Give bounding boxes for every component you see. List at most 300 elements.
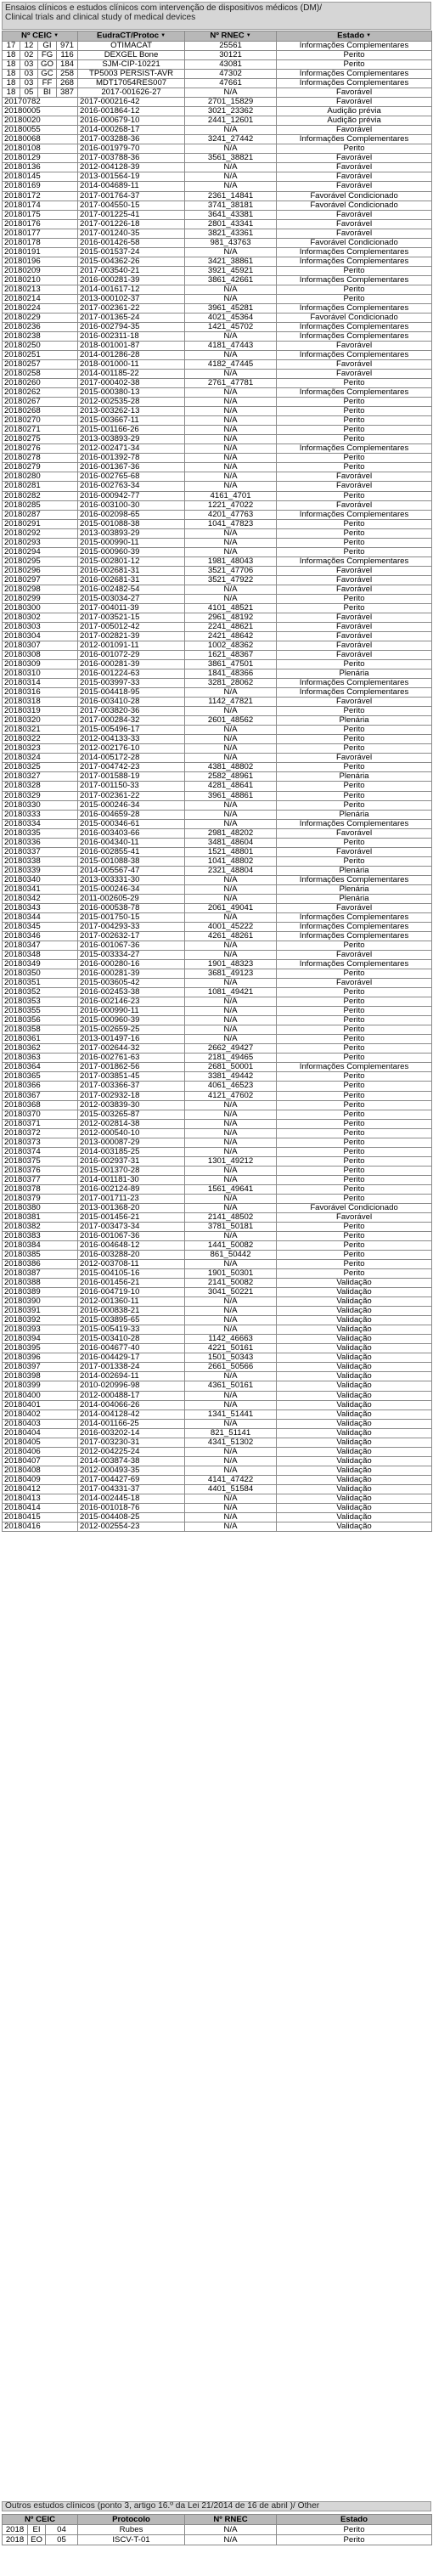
estado-cell: Perito bbox=[277, 1166, 432, 1175]
rnec-cell: N/A bbox=[185, 351, 277, 360]
eudract-cell: 2015-000990-11 bbox=[78, 538, 185, 547]
table-row bbox=[3, 398, 432, 407]
other-estado-header: Estado bbox=[277, 2515, 432, 2525]
estado-cell: Perito bbox=[277, 726, 432, 735]
ceic-cell: 20180374 bbox=[3, 1147, 78, 1156]
ceic-cell: 20180291 bbox=[3, 519, 78, 528]
table-row bbox=[3, 613, 432, 622]
rnec-cell: N/A bbox=[185, 1456, 277, 1466]
estado-cell: Perito bbox=[277, 1044, 432, 1054]
rnec-cell: 3421_38861 bbox=[185, 257, 277, 266]
eudract-cell: 2016-001067-36 bbox=[78, 941, 185, 951]
rnec-cell: N/A bbox=[185, 285, 277, 294]
eudract-cell: 2015-001166-26 bbox=[78, 426, 185, 435]
table-row bbox=[3, 79, 432, 88]
estado-cell: Validação bbox=[277, 1279, 432, 1288]
ceic-cell: 20180251 bbox=[3, 351, 78, 360]
eudract-cell: 2015-001537-24 bbox=[78, 247, 185, 257]
rnec-cell: N/A bbox=[185, 294, 277, 303]
rnec-cell: N/A bbox=[185, 1138, 277, 1147]
table-row bbox=[3, 1082, 432, 1091]
estado-cell: Perito bbox=[277, 1007, 432, 1016]
estado-cell: Favorável bbox=[277, 585, 432, 594]
rnec-cell: N/A bbox=[185, 435, 277, 444]
ceic-cell: 20180005 bbox=[3, 107, 78, 116]
rnec-header[interactable]: Nº RNEC ▼ bbox=[185, 31, 277, 42]
table-row bbox=[3, 1119, 432, 1128]
ceic-cell: 20180353 bbox=[3, 997, 78, 1007]
estado-cell: Favorável Condicionado bbox=[277, 201, 432, 210]
table-row bbox=[3, 1269, 432, 1279]
ceic-cell: 20180384 bbox=[3, 1241, 78, 1251]
table-row bbox=[3, 472, 432, 482]
eudract-cell: 2016-002482-54 bbox=[78, 585, 185, 594]
ceic-cell: 20180321 bbox=[3, 726, 78, 735]
ceic-cell: 20180351 bbox=[3, 979, 78, 988]
estado-cell: Perito bbox=[277, 294, 432, 303]
eudract-cell: 2016-000281-39 bbox=[78, 275, 185, 285]
table-row bbox=[3, 285, 432, 294]
ceic-number-cell: 04 bbox=[46, 2525, 78, 2535]
ceic-cell: 20180343 bbox=[3, 903, 78, 912]
table-row bbox=[3, 669, 432, 679]
estado-cell: Perito bbox=[277, 763, 432, 772]
ceic-code-cell: BI bbox=[38, 88, 57, 98]
ceic-cell: 20180302 bbox=[3, 613, 78, 622]
table-row bbox=[3, 1072, 432, 1082]
estado-cell: Perito bbox=[277, 1138, 432, 1147]
estado-cell: Validação bbox=[277, 1335, 432, 1344]
table-row bbox=[3, 819, 432, 828]
table-row bbox=[3, 163, 432, 172]
estado-cell: Validação bbox=[277, 1391, 432, 1400]
eudract-cell: 2016-000990-11 bbox=[78, 1007, 185, 1016]
estado-cell: Favorável bbox=[277, 575, 432, 585]
table-row bbox=[3, 547, 432, 556]
estado-cell: Perito bbox=[277, 426, 432, 435]
rnec-cell: 3781_50181 bbox=[185, 1222, 277, 1231]
ceic-cell: 20180366 bbox=[3, 1082, 78, 1091]
estado-cell: Perito bbox=[277, 941, 432, 951]
ceic-cell: 20180177 bbox=[3, 229, 78, 238]
ceic-number-cell: 971 bbox=[57, 42, 78, 51]
rnec-cell: 2601_48562 bbox=[185, 716, 277, 726]
eudract-cell: 2015-003895-65 bbox=[78, 1316, 185, 1325]
rnec-cell: N/A bbox=[185, 2525, 277, 2535]
eudract-header[interactable]: EudraCT/Protoc ▼ bbox=[78, 31, 185, 42]
table-body bbox=[3, 42, 432, 1532]
eudract-cell: 2017-004011-39 bbox=[78, 603, 185, 613]
eudract-cell: 2015-001088-38 bbox=[78, 519, 185, 528]
eudract-cell: 2017-002361-22 bbox=[78, 791, 185, 800]
table-row bbox=[3, 144, 432, 154]
rnec-cell: N/A bbox=[185, 482, 277, 491]
estado-cell: Perito bbox=[277, 379, 432, 388]
estado-cell: Perito bbox=[277, 660, 432, 669]
table-row bbox=[3, 1512, 432, 1522]
estado-cell: Perito bbox=[277, 838, 432, 847]
eudract-cell: 2015-004105-16 bbox=[78, 1269, 185, 1279]
rnec-cell: N/A bbox=[185, 398, 277, 407]
eudract-cell: 2016-004648-12 bbox=[78, 1241, 185, 1251]
ceic-cell: 20180176 bbox=[3, 219, 78, 229]
rnec-cell: N/A bbox=[185, 126, 277, 135]
rnec-cell: 1301_49212 bbox=[185, 1156, 277, 1166]
estado-cell: Validação bbox=[277, 1428, 432, 1438]
estado-cell: Perito bbox=[277, 519, 432, 528]
table-row bbox=[3, 1147, 432, 1156]
eudract-cell: 2013-003331-30 bbox=[78, 875, 185, 884]
estado-cell: Perito bbox=[277, 1222, 432, 1231]
ceic-cell: 20180267 bbox=[3, 398, 78, 407]
rnec-cell: N/A bbox=[185, 744, 277, 754]
ceic-year-cell: 18 bbox=[3, 70, 20, 79]
estado-cell: Validação bbox=[277, 1438, 432, 1447]
ceic-cell: 20180336 bbox=[3, 838, 78, 847]
eudract-cell: 2016-001224-63 bbox=[78, 669, 185, 679]
estado-cell: Plenária bbox=[277, 894, 432, 903]
ceic-cell: 20180196 bbox=[3, 257, 78, 266]
ceic-cell: 20180385 bbox=[3, 1251, 78, 1260]
eudract-cell: 2012-001360-11 bbox=[78, 1297, 185, 1307]
table-row bbox=[3, 912, 432, 922]
eudract-cell: 2016-001367-36 bbox=[78, 463, 185, 472]
rnec-cell: N/A bbox=[185, 1325, 277, 1335]
rnec-cell: 2661_50566 bbox=[185, 1363, 277, 1372]
protocol-cell: DEXGEL Bone bbox=[78, 51, 185, 60]
table-row bbox=[3, 1166, 432, 1175]
table-row bbox=[3, 1241, 432, 1251]
estado-cell: Favorável Condicionado bbox=[277, 313, 432, 322]
rnec-cell: N/A bbox=[185, 912, 277, 922]
estado-cell: Perito bbox=[277, 1100, 432, 1110]
rnec-cell: 3741_38181 bbox=[185, 201, 277, 210]
rnec-cell: N/A bbox=[185, 1100, 277, 1110]
estado-cell: Perito bbox=[277, 1091, 432, 1100]
ceic-cell: 20180386 bbox=[3, 1260, 78, 1269]
estado-cell: Perito bbox=[277, 398, 432, 407]
rnec-cell: N/A bbox=[185, 810, 277, 819]
eudract-cell: 2011-002605-29 bbox=[78, 894, 185, 903]
ceic-cell: 20180365 bbox=[3, 1072, 78, 1082]
estado-cell: Perito bbox=[277, 463, 432, 472]
table-row bbox=[3, 1222, 432, 1231]
ceic-cell: 20180371 bbox=[3, 1119, 78, 1128]
estado-cell: Informações Complementares bbox=[277, 875, 432, 884]
rnec-cell: N/A bbox=[185, 1512, 277, 1522]
estado-cell: Informações Complementares bbox=[277, 556, 432, 566]
table-row bbox=[3, 960, 432, 969]
estado-cell: Perito bbox=[277, 435, 432, 444]
rnec-cell: N/A bbox=[185, 1128, 277, 1138]
ceic-cell: 20180281 bbox=[3, 482, 78, 491]
table-row bbox=[3, 313, 432, 322]
table-row bbox=[3, 435, 432, 444]
ceic-code-cell: FG bbox=[38, 51, 57, 60]
eudract-cell: 2017-003230-31 bbox=[78, 1438, 185, 1447]
eudract-cell: 2016-002761-63 bbox=[78, 1054, 185, 1063]
table-row bbox=[3, 70, 432, 79]
rnec-cell: 1002_48362 bbox=[185, 641, 277, 651]
eudract-cell: 2016-001018-76 bbox=[78, 1503, 185, 1512]
rnec-cell: N/A bbox=[185, 1203, 277, 1212]
table-row bbox=[3, 1110, 432, 1119]
rnec-cell: 861_50442 bbox=[185, 1251, 277, 1260]
ceic-cell: 20180395 bbox=[3, 1344, 78, 1353]
eudract-cell: 2015-003265-87 bbox=[78, 1110, 185, 1119]
table-row bbox=[3, 351, 432, 360]
eudract-cell: 2012-002554-23 bbox=[78, 1522, 185, 1531]
eudract-cell: 2017-001588-19 bbox=[78, 772, 185, 782]
rnec-cell: N/A bbox=[185, 1260, 277, 1269]
rnec-cell: 2961_48192 bbox=[185, 613, 277, 622]
rnec-cell: N/A bbox=[185, 594, 277, 603]
ceic-cell: 20180020 bbox=[3, 116, 78, 126]
rnec-cell: 3481_48604 bbox=[185, 838, 277, 847]
eudract-cell: 2013-003262-13 bbox=[78, 407, 185, 416]
estado-cell: Validação bbox=[277, 1456, 432, 1466]
table-row bbox=[3, 538, 432, 547]
rnec-cell: 4221_50161 bbox=[185, 1344, 277, 1353]
rnec-cell: 47302 bbox=[185, 70, 277, 79]
estado-cell: Perito bbox=[277, 1054, 432, 1063]
eudract-cell: 2012-003839-30 bbox=[78, 1100, 185, 1110]
ceic-cell: 20180363 bbox=[3, 1054, 78, 1063]
ceic-cell: 20180055 bbox=[3, 126, 78, 135]
eudract-cell: 2016-002763-34 bbox=[78, 482, 185, 491]
table-row bbox=[3, 2535, 432, 2545]
table-row bbox=[3, 1372, 432, 1381]
rnec-cell: N/A bbox=[185, 163, 277, 172]
rnec-cell: 4121_47602 bbox=[185, 1091, 277, 1100]
ceic-cell: 20180382 bbox=[3, 1222, 78, 1231]
ceic-cell: 20180068 bbox=[3, 135, 78, 144]
eudract-cell: 2014-005567-47 bbox=[78, 866, 185, 875]
ceic-number-cell: 258 bbox=[57, 70, 78, 79]
estado-cell: Validação bbox=[277, 1297, 432, 1307]
ceic-cell: 20180175 bbox=[3, 210, 78, 219]
rnec-cell: 821_51141 bbox=[185, 1428, 277, 1438]
estado-cell: Perito bbox=[277, 782, 432, 791]
other-studies-table bbox=[2, 2514, 432, 2545]
eudract-cell: 2016-001864-12 bbox=[78, 107, 185, 116]
table-title bbox=[2, 2, 431, 30]
estado-cell: Perito bbox=[277, 1260, 432, 1269]
estado-cell: Favorável bbox=[277, 847, 432, 856]
rnec-cell: 4161_4701 bbox=[185, 491, 277, 500]
filter-dropdown-icon[interactable]: ▼ bbox=[160, 33, 166, 39]
table-row bbox=[3, 660, 432, 669]
ceic-cell: 20180169 bbox=[3, 182, 78, 191]
estado-cell: Validação bbox=[277, 1466, 432, 1475]
rnec-cell: 4181_47443 bbox=[185, 342, 277, 351]
rnec-cell: N/A bbox=[185, 182, 277, 191]
eudract-cell: 2014-003185-25 bbox=[78, 1147, 185, 1156]
rnec-cell: N/A bbox=[185, 463, 277, 472]
ceic-code-cell: EI bbox=[28, 2525, 46, 2535]
estado-cell: Plenária bbox=[277, 772, 432, 782]
rnec-cell: 3641_43381 bbox=[185, 210, 277, 219]
table-row bbox=[3, 847, 432, 856]
ceic-month-cell: 03 bbox=[20, 70, 38, 79]
ceic-cell: 20180367 bbox=[3, 1091, 78, 1100]
ceic-cell: 20180381 bbox=[3, 1212, 78, 1222]
eudract-cell: 2017-003521-15 bbox=[78, 613, 185, 622]
estado-cell: Perito bbox=[277, 1194, 432, 1203]
estado-cell: Perito bbox=[277, 988, 432, 997]
eudract-cell: 2015-004418-95 bbox=[78, 688, 185, 698]
estado-cell: Informações Complementares bbox=[277, 322, 432, 331]
table-row bbox=[3, 744, 432, 754]
eudract-cell: 2016-000281-39 bbox=[78, 660, 185, 669]
table-row bbox=[3, 388, 432, 398]
ceic-code-cell: GC bbox=[38, 70, 57, 79]
table-row bbox=[3, 782, 432, 791]
table-row bbox=[3, 698, 432, 707]
ceic-cell: 20180209 bbox=[3, 266, 78, 275]
eudract-cell: 2017-004427-69 bbox=[78, 1475, 185, 1484]
rnec-cell: 2421_48642 bbox=[185, 631, 277, 641]
rnec-cell: 3241_27442 bbox=[185, 135, 277, 144]
rnec-cell: 3921_45921 bbox=[185, 266, 277, 275]
header-row bbox=[3, 31, 432, 42]
table-row bbox=[3, 1503, 432, 1512]
ceic-cell: 20180377 bbox=[3, 1175, 78, 1184]
eudract-cell: 2016-002146-23 bbox=[78, 997, 185, 1007]
table-row bbox=[3, 838, 432, 847]
eudract-cell: 2017-002821-39 bbox=[78, 631, 185, 641]
estado-cell: Validação bbox=[277, 1475, 432, 1484]
estado-cell: Perito bbox=[277, 1156, 432, 1166]
estado-cell: Favorável bbox=[277, 182, 432, 191]
rnec-cell: 2582_48961 bbox=[185, 772, 277, 782]
estado-cell: Perito bbox=[277, 538, 432, 547]
table-row bbox=[3, 1288, 432, 1297]
table-row bbox=[3, 726, 432, 735]
ceic-code-cell: GI bbox=[38, 42, 57, 51]
ceic-cell: 20180303 bbox=[3, 622, 78, 631]
estado-cell: Perito bbox=[277, 707, 432, 716]
eudract-cell: 2014-004128-42 bbox=[78, 1409, 185, 1419]
table-row bbox=[3, 1353, 432, 1363]
eudract-cell: 2017-003473-34 bbox=[78, 1222, 185, 1231]
ceic-number-cell: 116 bbox=[57, 51, 78, 60]
ceic-cell: 20180328 bbox=[3, 782, 78, 791]
estado-cell: Informações Complementares bbox=[277, 444, 432, 454]
table-row bbox=[3, 172, 432, 182]
eudract-cell: 2016-002765-68 bbox=[78, 472, 185, 482]
ceic-year-cell: 2018 bbox=[3, 2525, 28, 2535]
ceic-cell: 20180361 bbox=[3, 1035, 78, 1044]
table-row bbox=[3, 1279, 432, 1288]
estado-cell: Informações Complementares bbox=[277, 922, 432, 931]
protocol-cell: SJM-CIP-10221 bbox=[78, 60, 185, 70]
eudract-cell: 2016-002124-89 bbox=[78, 1184, 185, 1194]
filter-dropdown-icon[interactable]: ▼ bbox=[366, 33, 372, 39]
table-row bbox=[3, 219, 432, 229]
table-row bbox=[3, 622, 432, 631]
rnec-cell: N/A bbox=[185, 370, 277, 379]
eudract-cell: 2015-003667-11 bbox=[78, 416, 185, 426]
table-row bbox=[3, 238, 432, 247]
rnec-cell: N/A bbox=[185, 1231, 277, 1240]
table-row bbox=[3, 51, 432, 60]
table-row bbox=[3, 257, 432, 266]
table-row bbox=[3, 641, 432, 651]
table-row bbox=[3, 135, 432, 144]
estado-cell: Informações Complementares bbox=[277, 960, 432, 969]
ceic-cell: 20180322 bbox=[3, 735, 78, 744]
estado-cell: Perito bbox=[277, 1175, 432, 1184]
rnec-cell: 4341_51302 bbox=[185, 1438, 277, 1447]
table-row bbox=[3, 370, 432, 379]
rnec-cell: N/A bbox=[185, 585, 277, 594]
eudract-cell: 2017-002644-32 bbox=[78, 1044, 185, 1054]
estado-cell: Validação bbox=[277, 1288, 432, 1297]
rnec-cell: N/A bbox=[185, 1494, 277, 1503]
table-row bbox=[3, 707, 432, 716]
ceic-cell: 20180304 bbox=[3, 631, 78, 641]
eudract-cell: 2016-002453-38 bbox=[78, 988, 185, 997]
ceic-cell: 20180178 bbox=[3, 238, 78, 247]
ceic-cell: 20180327 bbox=[3, 772, 78, 782]
ceic-cell: 20180260 bbox=[3, 379, 78, 388]
eudract-cell: 2016-004429-17 bbox=[78, 1353, 185, 1363]
ceic-header[interactable]: Nº CEIC ▼ bbox=[3, 31, 78, 42]
eudract-cell: 2017-002632-17 bbox=[78, 931, 185, 941]
eudract-cell: 2016-002681-31 bbox=[78, 575, 185, 585]
table-row bbox=[3, 116, 432, 126]
table-row bbox=[3, 969, 432, 979]
ceic-cell: 20180376 bbox=[3, 1166, 78, 1175]
rnec-cell: 3021_23362 bbox=[185, 107, 277, 116]
rnec-cell: 1621_48367 bbox=[185, 651, 277, 660]
ceic-cell: 20180396 bbox=[3, 1353, 78, 1363]
estado-cell: Perito bbox=[277, 407, 432, 416]
rnec-cell: 2241_48621 bbox=[185, 622, 277, 631]
table-row bbox=[3, 1307, 432, 1316]
table-row bbox=[3, 566, 432, 575]
rnec-cell: N/A bbox=[185, 172, 277, 182]
rnec-cell: 1561_49641 bbox=[185, 1184, 277, 1194]
estado-cell: Validação bbox=[277, 1316, 432, 1325]
table-row bbox=[3, 482, 432, 491]
table-row bbox=[3, 679, 432, 688]
estado-cell: Perito bbox=[277, 594, 432, 603]
estado-header[interactable]: Estado ▼ bbox=[277, 31, 432, 42]
rnec-cell: 4281_48641 bbox=[185, 782, 277, 791]
ceic-cell: 20180224 bbox=[3, 303, 78, 313]
ceic-cell: 20180339 bbox=[3, 866, 78, 875]
eudract-cell: 2015-000960-39 bbox=[78, 547, 185, 556]
table-row bbox=[3, 1091, 432, 1100]
eudract-cell: 2017-003820-36 bbox=[78, 707, 185, 716]
rnec-cell: N/A bbox=[185, 1007, 277, 1016]
filter-dropdown-icon[interactable]: ▼ bbox=[245, 33, 251, 39]
filter-dropdown-icon[interactable]: ▼ bbox=[53, 33, 59, 39]
ceic-cell: 20180398 bbox=[3, 1372, 78, 1381]
table-row bbox=[3, 922, 432, 931]
ceic-cell: 20180191 bbox=[3, 247, 78, 257]
eudract-cell: 2016-004719-10 bbox=[78, 1288, 185, 1297]
rnec-cell: N/A bbox=[185, 800, 277, 810]
eudract-cell: 2015-000960-39 bbox=[78, 1016, 185, 1025]
eudract-cell: 2016-001979-70 bbox=[78, 144, 185, 154]
table-row bbox=[3, 1335, 432, 1344]
eudract-cell: 2017-000402-38 bbox=[78, 379, 185, 388]
eudract-cell: 2017-004293-33 bbox=[78, 922, 185, 931]
estado-cell: Favorável bbox=[277, 482, 432, 491]
